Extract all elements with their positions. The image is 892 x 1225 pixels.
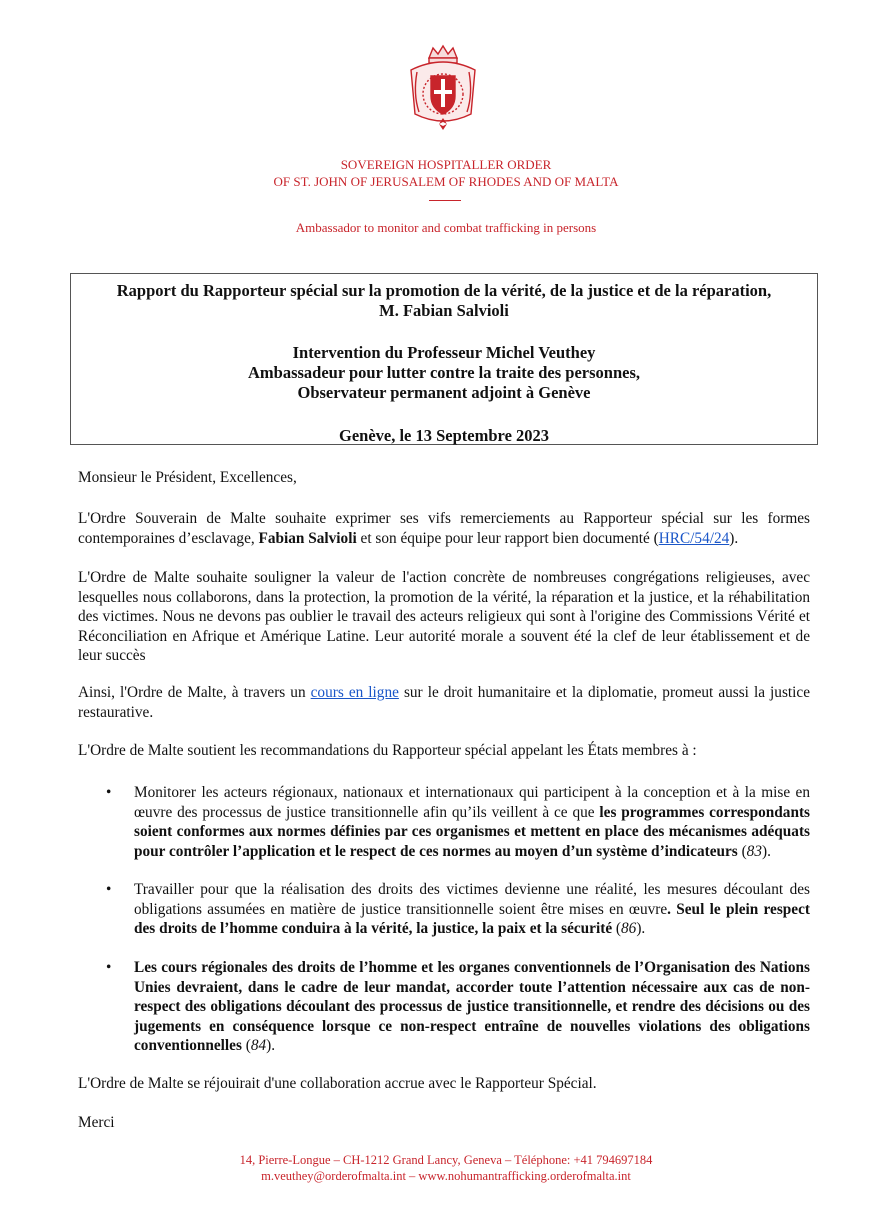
closing: Merci xyxy=(78,1114,115,1131)
paragraph-thanks-end: ). xyxy=(729,529,739,547)
paragraph-thanks xyxy=(78,509,810,548)
paragraph-reference: 84 xyxy=(250,1037,267,1054)
paragraph-course-text-2: sur le droit humanitaire et la diplomatie, promeut aussi la justice restaurative. xyxy=(78,684,810,721)
footer-contact: m.veuthey@orderofmalta.int – www.nohumantrafficking.orderofmalta.int xyxy=(261,1169,631,1183)
bullet-text: Travailler pour que la réalisation des droits des victimes devienne une réalité, les mesures découlant des obligations assumées en matière de justice transitionnelle soient être mises en œuvre xyxy=(134,881,810,918)
paragraph-reference: 83 xyxy=(746,842,762,860)
paragraph-online-course xyxy=(78,683,810,722)
hrc-report-link[interactable]: HRC/54/24 xyxy=(658,529,730,547)
salutation: Monsieur le Président, Excellences, xyxy=(78,469,297,486)
paragraph-religious-actors: L'Ordre de Malte souhaite souligner la valeur de l'action concrète de nombreuses congrégations religieuses, avec lesquelles nous collaborons, dans la protection, la promotion de la vérité, la réparation et la justice, et la réhabilitation des victimes. Nous ne devons pas oublier le travail des acteurs religieux qui sont à l'origine des Commissions Vérité et Réconciliation en Afrique et Amérique Latine. Leur autorité morale a souvent été la clef de leur établissement et de leur succès xyxy=(78,569,810,664)
ambassador-title: Ambassadeur pour lutter contre la traite des personnes, xyxy=(247,363,641,382)
bullet-bold-text: les programmes correspondants soient conformes aux normes définies par ces organismes et mettent en place des mécanismes adéquats pour contrôler l’application et le respect de ces normes au moyen d’un système d’indicateurs xyxy=(134,803,810,860)
order-name-line1: SOVEREIGN HOSPITALLER ORDER xyxy=(340,157,552,172)
bullet-icon: • xyxy=(106,959,112,976)
paragraph-reference: 86 xyxy=(621,920,637,937)
report-title-line2: M. Fabian Salvioli xyxy=(379,301,509,320)
bullet-icon: • xyxy=(106,881,112,898)
bullet-text: Monitorer les acteurs régionaux, nationaux et internationaux qui participent à la conception et à la mise en œuvre des processus de justice transitionnelle afin qu’ils veillent à ce que xyxy=(134,784,810,821)
footer-address: 14, Pierre-Longue – CH-1212 Grand Lancy, Geneva – Téléphone: +41 794697184 xyxy=(239,1153,653,1167)
order-name-line2: OF ST. JOHN OF JERUSALEM OF RHODES AND OF MALTA xyxy=(273,174,619,189)
bullet-bold-text: . Seul le plein respect des droits de l’homme conduira à la vérité, la justice, la paix et la sécurité xyxy=(134,900,810,937)
header-subtitle: Ambassador to monitor and combat trafficking in persons xyxy=(295,220,597,235)
bullet-bold-text: Les cours régionales des droits de l’homme et les organes conventionnels de l’Organisation des Nations Unies devraient, dans le cadre de leur mandat, accorder toute l’attention nécessaire aux cas de non-respect des obligations découlant des processus de justice transitionnelle, et rendre des décisions ou des jugements en conséquence lorsque ce non-respect entraîne de nouvelles violations des obligations conventionnelles xyxy=(134,959,810,1054)
date-line: Genève, le 13 Septembre 2023 xyxy=(338,426,550,445)
title-box xyxy=(70,273,818,445)
paragraph-thanks-text-2: et son équipe pour leur rapport bien documenté ( xyxy=(356,529,659,547)
paragraph-thanks-text: L'Ordre Souverain de Malte souhaite exprimer ses vifs remerciements au Rapporteur spécial sur les formes contemporaines d’esclavage, xyxy=(78,510,810,547)
order-of-malta-crest-icon xyxy=(403,44,483,132)
rapporteur-name: Fabian Salvioli xyxy=(258,529,357,547)
paragraph-collaboration: L'Ordre de Malte se réjouirait d'une collaboration accrue avec le Rapporteur Spécial. xyxy=(78,1075,597,1092)
intervention-title: Intervention du Professeur Michel Veuthey xyxy=(292,343,596,362)
paragraph-course-text: Ainsi, l'Ordre de Malte, à travers un xyxy=(78,684,311,701)
bullet-icon: • xyxy=(106,784,112,801)
observer-title: Observateur permanent adjoint à Genève xyxy=(297,383,591,402)
report-title-line1: Rapport du Rapporteur spécial sur la promotion de la vérité, de la justice et de la réparation, xyxy=(116,281,772,300)
header-divider xyxy=(429,200,461,201)
online-course-link[interactable]: cours en ligne xyxy=(310,684,399,701)
paragraph-recommendations: L'Ordre de Malte soutient les recommandations du Rapporteur spécial appelant les États membres à : xyxy=(78,742,697,759)
